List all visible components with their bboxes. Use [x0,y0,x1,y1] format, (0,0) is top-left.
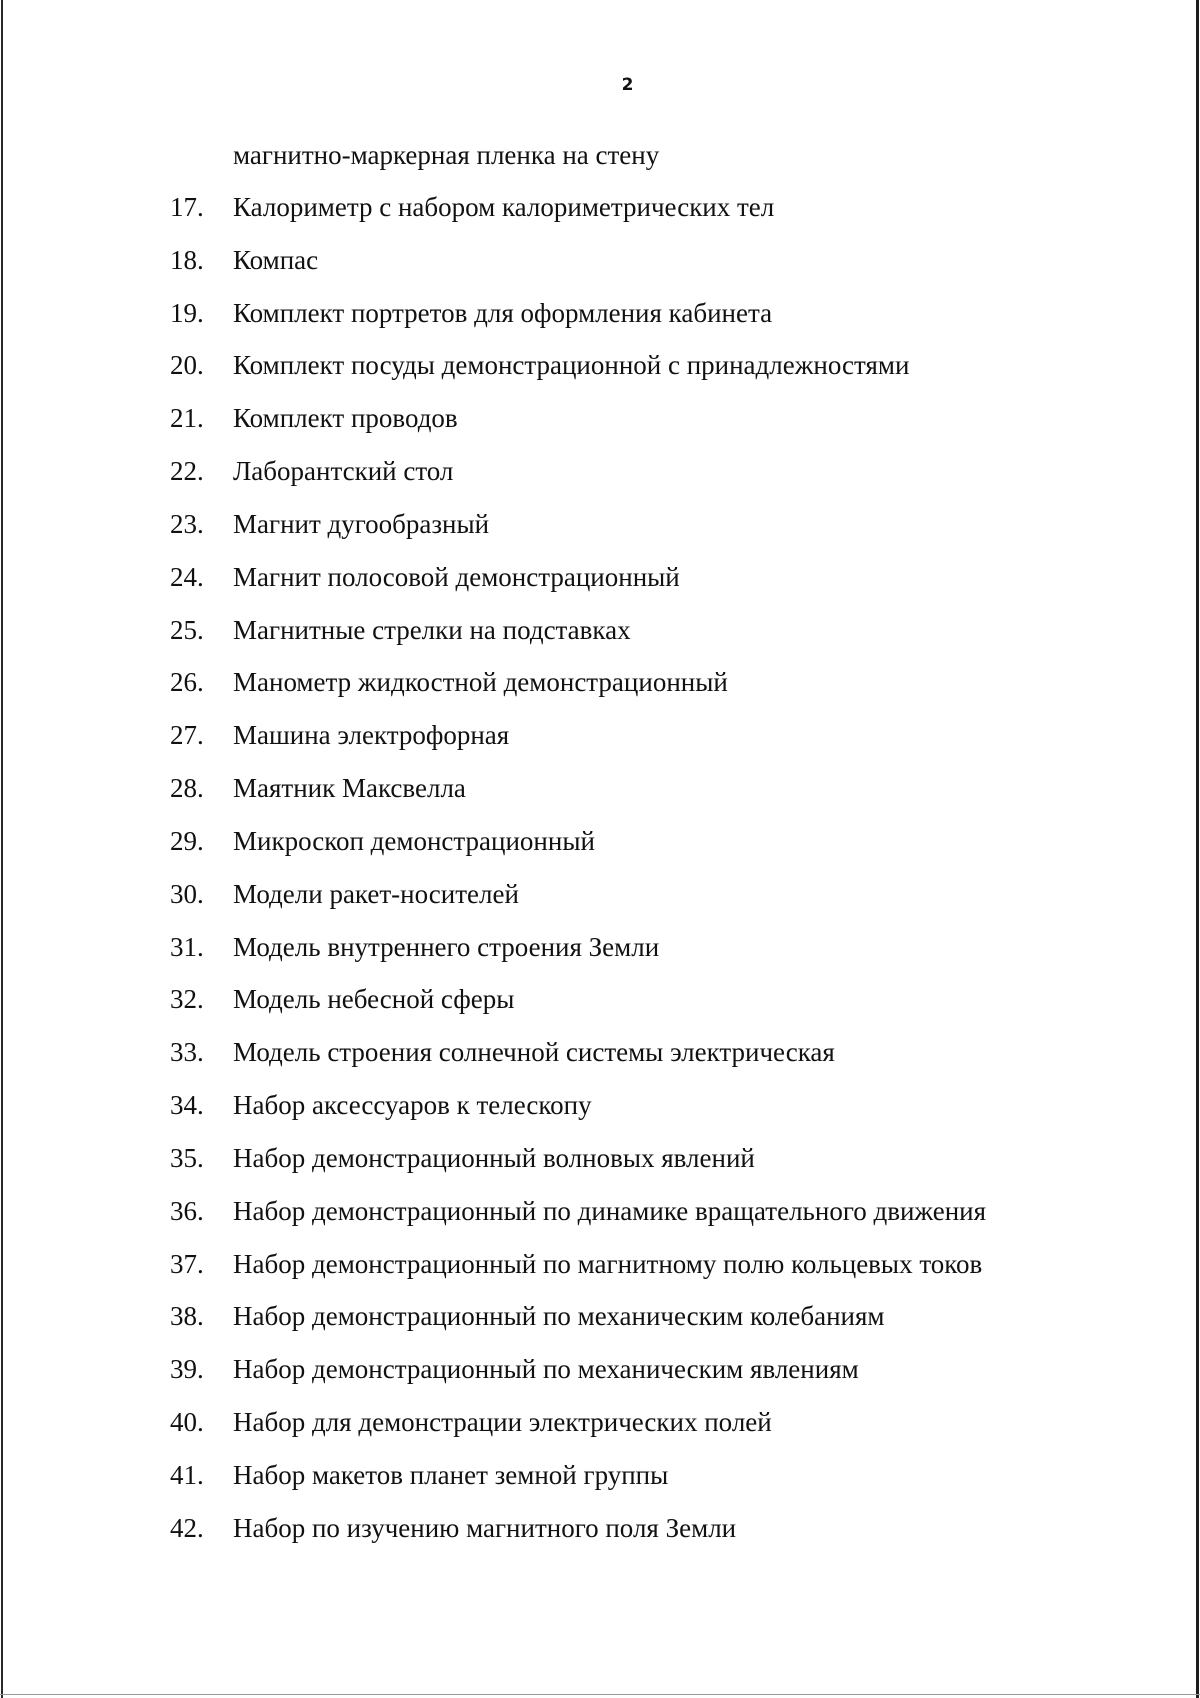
item-number: 26. [170,667,204,698]
item-number: 30. [170,878,204,909]
item-number: 28. [170,773,204,804]
continuation-line: магнитно-маркерная пленка на стену [233,140,660,170]
list-item [170,1511,986,1564]
list-item [170,930,986,983]
list-item [170,665,986,718]
item-number: 19. [170,297,204,328]
item-text: Модели ракет-носителей [233,878,519,909]
list-item [170,560,986,613]
item-text: Манометр жидкостной демонстрационный [233,667,728,698]
scan-edge-bottom [0,1694,1200,1695]
list-item [170,718,986,771]
item-text: Маятник Максвелла [233,773,466,804]
list-item [170,1194,986,1247]
list-item [170,1352,986,1405]
item-text: Набор для демонстрации электрических полей [233,1407,772,1438]
list-item [170,296,986,349]
item-number: 23. [170,508,204,539]
item-text: Компас [233,244,319,275]
list-item [170,507,986,560]
item-number: 27. [170,720,204,751]
list-item [170,401,986,454]
item-number: 20. [170,350,204,381]
list-item [170,613,986,666]
item-number: 24. [170,561,204,592]
item-number: 29. [170,825,204,856]
item-number: 32. [170,984,204,1015]
item-number: 25. [170,614,204,645]
item-number: 37. [170,1248,204,1279]
item-number: 21. [170,403,204,434]
item-text: Набор демонстрационный по магнитному полю кольцевых токов [233,1248,983,1279]
item-text: Набор аксессуаров к телескопу [233,1090,592,1121]
item-number: 22. [170,456,204,487]
list-item [170,454,986,507]
item-number: 41. [170,1459,204,1490]
item-number: 18. [170,244,204,275]
item-text: Модель строения солнечной системы электрическая [233,1037,835,1068]
list-item [170,1247,986,1300]
page-number: 2 [621,75,634,95]
item-number: 34. [170,1090,204,1121]
list-item [170,1088,986,1141]
item-text: Модель внутреннего строения Земли [233,931,660,962]
item-text: Микроскоп демонстрационный [233,825,595,856]
equipment-list [170,190,986,1564]
item-text: Комплект портретов для оформления кабинета [233,297,773,328]
item-number: 35. [170,1142,204,1173]
item-text: Лаборантский стол [233,456,454,487]
item-text: Магнит дугообразный [233,508,490,539]
list-item [170,824,986,877]
item-text: Магнит полосовой демонстрационный [233,561,680,592]
list-item [170,982,986,1035]
item-text: Магнитные стрелки на подставках [233,614,631,645]
list-item [170,1458,986,1511]
item-number: 33. [170,1037,204,1068]
item-number: 40. [170,1407,204,1438]
item-text: Набор демонстрационный по механическим колебаниям [233,1301,885,1332]
list-item [170,1035,986,1088]
list-item [170,190,986,243]
item-text: Набор по изучению магнитного поля Земли [233,1512,737,1543]
item-text: Модель небесной сферы [233,984,515,1015]
item-number: 42. [170,1512,204,1543]
item-number: 36. [170,1195,204,1226]
list-item [170,1299,986,1352]
item-text: Комплект проводов [233,403,458,434]
item-text: Калориметр с набором калориметрических тел [233,192,775,222]
item-text: Машина электрофорная [233,720,510,751]
item-text: Комплект посуды демонстрационной с принадлежностями [233,350,910,381]
item-number: 38. [170,1301,204,1332]
list-item [170,771,986,824]
list-item [170,877,986,930]
item-text: Набор демонстрационный волновых явлений [233,1142,755,1173]
item-text: Набор макетов планет земной группы [233,1459,669,1490]
list-item [170,1405,986,1458]
item-number: 31. [170,931,204,962]
item-number: 17. [170,192,204,222]
item-text: Набор демонстрационный по механическим явлениям [233,1354,859,1385]
scan-edge-right [1196,0,1199,1698]
list-item [170,348,986,401]
scan-edge-left [1,0,3,1698]
item-number: 39. [170,1354,204,1385]
list-item [170,243,986,296]
item-text: Набор демонстрационный по динамике вращательного движения [233,1195,987,1226]
list-item [170,1141,986,1194]
